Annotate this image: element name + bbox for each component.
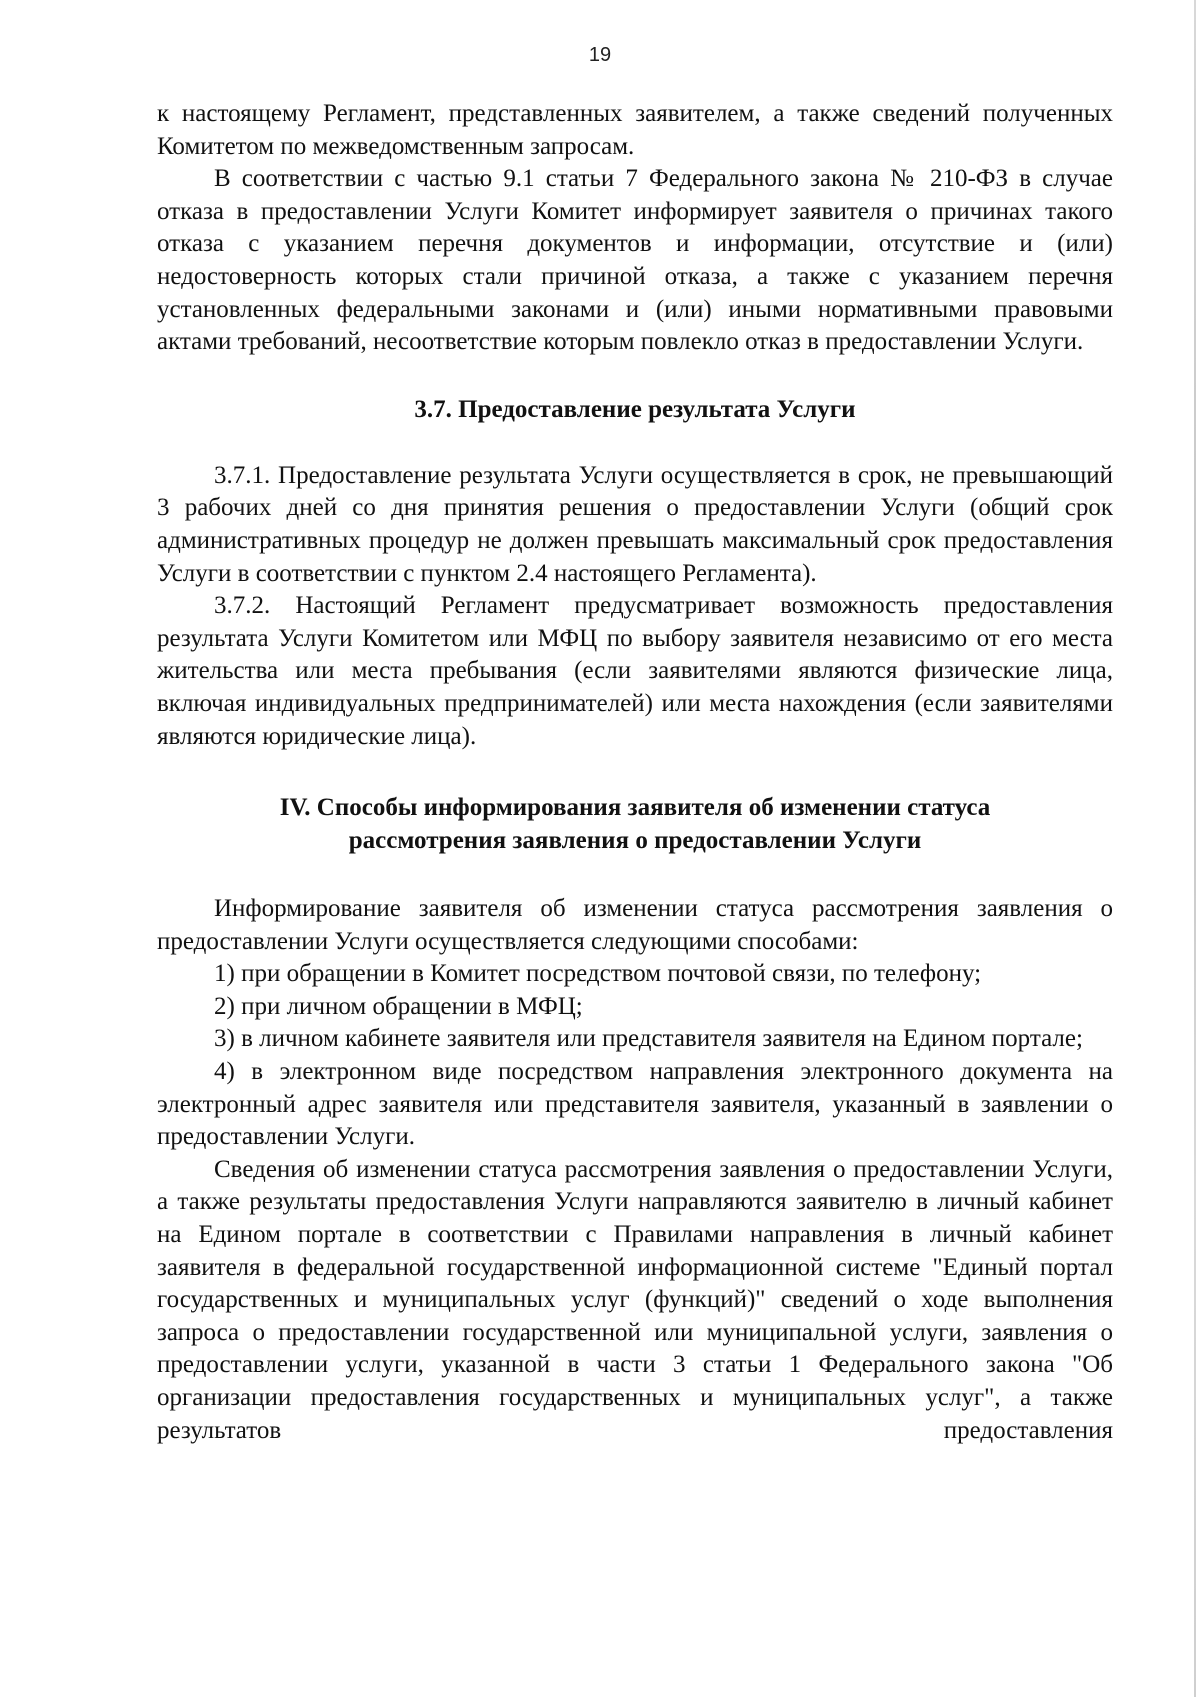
list-item-2: 2) при личном обращении в МФЦ; (214, 992, 583, 1020)
section-heading-iv-line-1: IV. Способы информирования заявителя об изменении статуса (279, 794, 991, 822)
list-item-3: 3) в личном кабинете заявителя или представителя заявителя на Едином портале; (214, 1025, 1083, 1053)
page-number: 19 (588, 44, 612, 66)
paragraph-continuation: к настоящему Регламент, представленных заявителем, а также сведений полученных Комитетом по межведомственным запросам. (157, 100, 1113, 160)
list-item-4: 4) в электронном виде посредством направления электронного документа на электронный адрес заявителя или представителя заявителя, указанный в заявлении о предоставлении Услуги. (157, 1058, 1113, 1151)
paragraph-status-info: Сведения об изменении статуса рассмотрения заявления о предоставлении Услуги, а также результаты предоставления Услуги направляются заявителю в личный кабинет на Едином портале в соответствии с Правилами направления в личный кабинет заявителя в федеральной государственной информационной системе "Единый портал государственных и муниципальных услуг (функций)" сведений о ходе выполнения запроса о предоставлении государственной или муниципальной услуги, заявления о предоставлении услуги, указанной в части 3 статьи 1 Федерального закона "Об организации предоставления государственных и муниципальных услуг", а также результатов предоставления (157, 1155, 1113, 1444)
scan-edge-line (1194, 0, 1196, 1697)
paragraph-3-7-1: 3.7.1. Предоставление результата Услуги осуществляется в срок, не превышающий 3 рабочих дней со дня принятия решения о предоставлении Услуги (общий срок административных процедур не должен превышать максимальный срок предоставления Услуги в соответствии с пунктом 2.4 настоящего Регламента). (157, 461, 1113, 587)
section-heading-3-7: 3.7. Предоставление результата Услуги (414, 395, 856, 423)
paragraph-informing: Информирование заявителя об изменении статуса рассмотрения заявления о предоставлении Услуги осуществляется следующими способами: (157, 895, 1113, 955)
section-heading-iv (157, 791, 1113, 857)
list-item-1: 1) при обращении в Комитет посредством почтовой связи, по телефону; (214, 960, 982, 988)
paragraph-refusal-info: В соответствии с частью 9.1 статьи 7 Федерального закона № 210-ФЗ в случае отказа в предоставлении Услуги Комитет информирует заявителя о причинах такого отказа с указанием перечня документов и информации, отсутствие и (или) недостоверность которых стали причиной отказа, а также с указанием перечня установленных федеральными законами и (или) иными нормативными правовыми актами требований, несоответствие которым повлекло отказ в предоставлении Услуги. (157, 165, 1113, 356)
section-heading-iv-line-2: рассмотрения заявления о предоставлении Услуги (348, 827, 922, 855)
paragraph-3-7-2: 3.7.2. Настоящий Регламент предусматривает возможность предоставления результата Услуги Комитетом или МФЦ по выбору заявителя независимо от его места жительства или места пребывания (если заявителями являются физические лица, включая индивидуальных предпринимателей) или места нахождения (если заявителями являются юридические лица). (157, 592, 1113, 750)
page-body (157, 98, 1113, 1447)
